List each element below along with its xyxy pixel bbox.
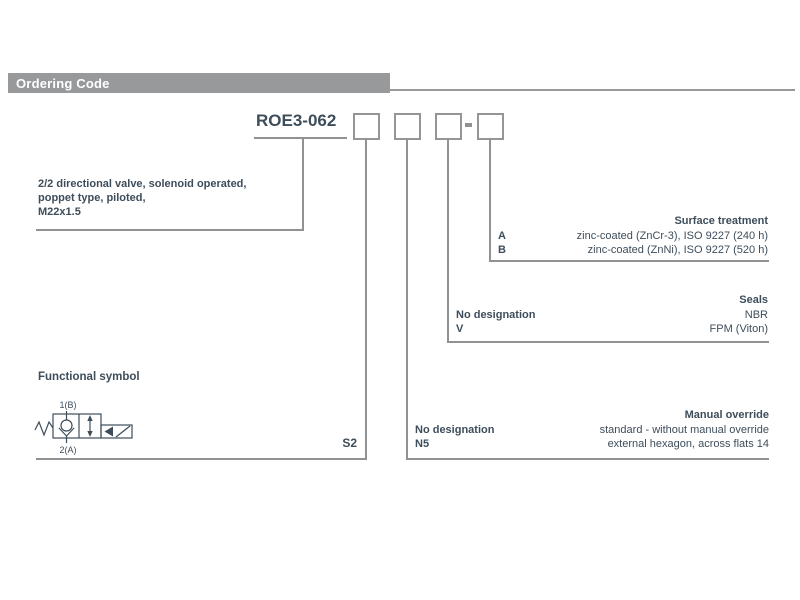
underline-manual-override-block (406, 458, 769, 460)
ordering-code-underline (254, 137, 347, 139)
surface-treatment-title: Surface treatment (674, 215, 768, 227)
connector-line-box4 (489, 139, 491, 262)
port-label-bottom: 2(A) (59, 445, 77, 455)
code-box-3 (435, 113, 462, 140)
option-code: N5 (415, 438, 430, 450)
port-label-top: 1(B) (59, 400, 77, 410)
manual-override-row (415, 423, 769, 438)
connector-line-description (302, 138, 304, 231)
connector-line-box2 (406, 139, 408, 460)
manual-override-block (415, 408, 769, 452)
option-value: FPM (Viton) (709, 323, 768, 335)
spring-icon (35, 422, 53, 435)
manual-override-row (415, 437, 769, 452)
valve-description-line-1: 2/2 directional valve, solenoid operated, (38, 178, 247, 190)
section-title: Ordering Code (16, 75, 110, 91)
connector-line-box1 (365, 139, 367, 460)
ordering-code-text: ROE3-062 (256, 111, 337, 130)
section-header-rule (390, 89, 795, 91)
manual-override-title: Manual override (684, 409, 769, 421)
valve-description-line-2: poppet type, piloted, (38, 192, 146, 204)
valve-body (53, 414, 101, 438)
option-code: No designation (456, 308, 536, 321)
valve-description (38, 177, 246, 219)
option-code: No designation (415, 423, 495, 436)
option-value: zinc-coated (ZnCr-3), ISO 9227 (240 h) (576, 229, 768, 242)
seals-row (456, 308, 768, 323)
poppet-icon (61, 420, 72, 431)
seals-block (456, 293, 768, 337)
underline-functional-symbol-block (36, 458, 367, 460)
underline-surface-treatment-block (489, 260, 769, 262)
seals-row (456, 322, 768, 337)
code-box-1 (353, 113, 380, 140)
underline-description-block (36, 229, 304, 231)
option-code: V (456, 323, 464, 335)
section-header-band (8, 73, 390, 93)
option-code: A (498, 229, 506, 242)
option-value: NBR (744, 308, 768, 321)
code-box-4 (477, 113, 504, 140)
option-code: B (498, 244, 506, 256)
code-dash (465, 123, 472, 127)
surface-treatment-block (498, 214, 768, 258)
option-value: zinc-coated (ZnNi), ISO 9227 (520 h) (587, 244, 768, 256)
underline-seals-block (447, 341, 769, 343)
option-value: standard - without manual override (599, 423, 769, 436)
surface-treatment-row (498, 243, 768, 258)
surface-treatment-row (498, 229, 768, 244)
seals-title: Seals (739, 294, 768, 306)
functional-symbol-code: S2 (342, 436, 357, 450)
valve-description-line-3: M22x1.5 (38, 206, 81, 218)
valve-symbol-diagram (28, 395, 140, 457)
code-box-2 (394, 113, 421, 140)
functional-symbol-title: Functional symbol (38, 371, 140, 383)
connector-line-box3 (447, 139, 449, 343)
option-value: external hexagon, across flats 14 (607, 438, 769, 450)
